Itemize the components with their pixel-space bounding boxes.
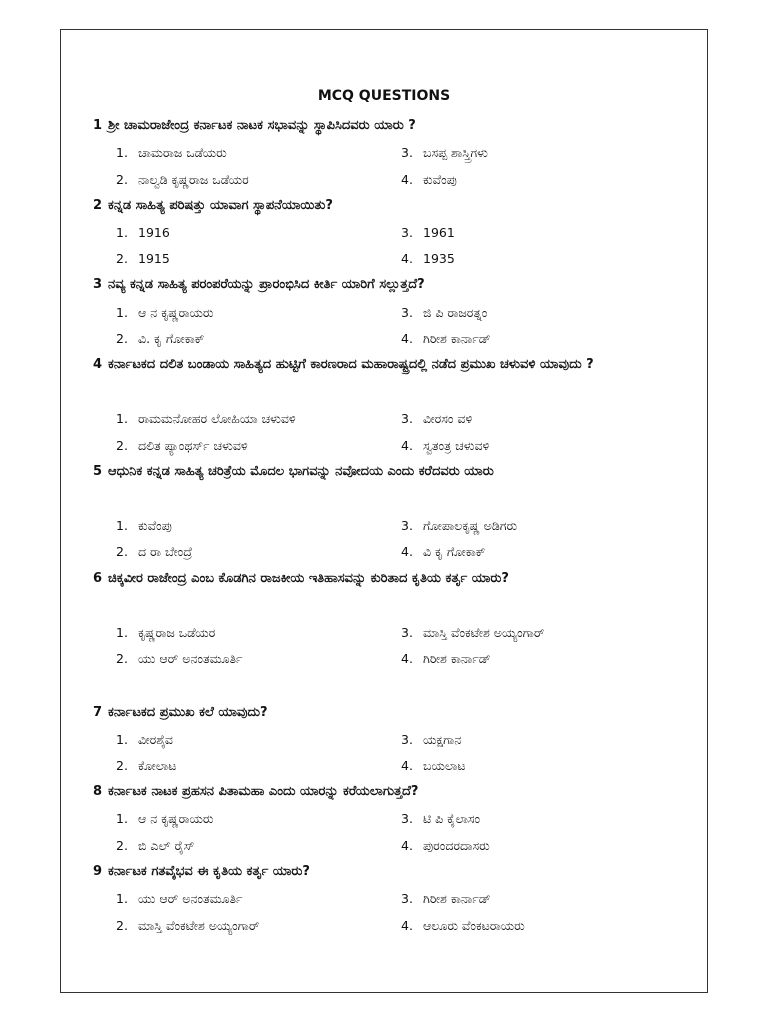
question-6 <box>93 566 651 592</box>
option-1: 1. ವೀರಶೈವ <box>116 732 173 747</box>
option-4: 4. ಗಿರೀಶ ಕಾರ್ನಾಡ್ <box>401 651 491 666</box>
question-7 <box>93 700 651 726</box>
question-text: ಶ್ರೀ ಚಾಮರಾಜೇಂದ್ರ ಕರ್ನಾಟಕ ನಾಟಕ ಸಭಾವನ್ನು ಸ್ಥಾಪಿಸಿದವರು ಯಾರು ? <box>108 118 416 133</box>
option-1: 1. ಚಾಮರಾಜ ಒಡೆಯರು <box>116 145 227 160</box>
question-number: 9 <box>93 864 103 879</box>
question-number: 6 <box>93 571 103 586</box>
question-number: 1 <box>93 118 103 133</box>
option-3: 3. ಗೋಪಾಲಕೃಷ್ಣ ಅಡಿಗರು <box>401 518 518 533</box>
question-3 <box>93 272 651 298</box>
question-number: 4 <box>93 357 103 372</box>
question-text: ಚಿಕ್ಕವೀರ ರಾಜೇಂದ್ರ ಎಂಬ ಕೊಡಗಿನ ರಾಜಕೀಯ ಇತಿಹಾಸವನ್ನು ಕುರಿತಾದ ಕೃತಿಯ ಕರ್ತೃ ಯಾರು? <box>108 571 509 586</box>
option-1: 1. ರಾಮಮನೋಹರ ಲೋಹಿಯಾ ಚಳುವಳಿ <box>116 411 296 426</box>
question-text: ಕರ್ನಾಟಕ ನಾಟಕ ಪ್ರಹಸನ ಪಿತಾಮಹಾ ಎಂದು ಯಾರನ್ನು ಕರೆಯಲಾಗುತ್ತದೆ? <box>108 784 419 799</box>
option-1: 1. 1916 <box>116 225 170 240</box>
question-4 <box>93 352 651 378</box>
option-1: 1. ಆ ನ ಕೃಷ್ಣರಾಯರು <box>116 305 214 320</box>
option-4: 4. ಬಯಲಾಟ <box>401 758 466 773</box>
option-4: 4. ಕುವೆಂಪು <box>401 172 457 187</box>
question-9 <box>93 859 651 885</box>
question-text: ನವ್ಯ ಕನ್ನಡ ಸಾಹಿತ್ಯ ಪರಂಪರೆಯನ್ನು ಪ್ರಾರಂಭಿಸಿದ ಕೀರ್ತಿ ಯಾರಿಗೆ ಸಲ್ಲುತ್ತದೆ? <box>108 277 425 292</box>
option-4: 4. 1935 <box>401 251 455 266</box>
option-3: 3. ಮಾಸ್ತಿ ವೆಂಕಟೇಶ ಅಯ್ಯಂಗಾರ್ <box>401 625 545 640</box>
option-2: 2. ಯು ಆರ್ ಅನಂತಮೂರ್ತಿ <box>116 651 243 666</box>
question-number: 5 <box>93 464 103 479</box>
question-2 <box>93 193 651 219</box>
option-3: 3. 1961 <box>401 225 455 240</box>
question-5 <box>93 459 651 485</box>
option-3: 3. ಗಿರೀಶ ಕಾರ್ನಾಡ್ <box>401 891 491 906</box>
option-2: 2. ದ ರಾ ಬೇಂದ್ರೆ <box>116 544 193 559</box>
option-1: 1. ಯು ಆರ್ ಅನಂತಮೂರ್ತಿ <box>116 891 243 906</box>
question-text: ಕನ್ನಡ ಸಾಹಿತ್ಯ ಪರಿಷತ್ತು ಯಾವಾಗ ಸ್ಥಾಪನೆಯಾಯಿತು? <box>108 198 333 213</box>
question-1 <box>93 113 651 139</box>
option-2: 2. ವಿ. ಕೃ ಗೋಕಾಕ್ <box>116 331 205 346</box>
option-2: 2. 1915 <box>116 251 170 266</box>
option-1: 1. ಕುವೆಂಪು <box>116 518 172 533</box>
option-3: 3. ಜಿ ಪಿ ರಾಜರತ್ನಂ <box>401 305 488 320</box>
option-4: 4. ಗಿರೀಶ ಕಾರ್ನಾಡ್ <box>401 331 491 346</box>
option-2: 2. ಬಿ ಎಲ್ ರೈಸ್ <box>116 838 195 853</box>
option-2: 2. ಮಾಸ್ತಿ ವೆಂಕಟೇಶ ಅಯ್ಯಂಗಾರ್ <box>116 918 260 933</box>
option-3: 3. ಬಸಪ್ಪ ಶಾಸ್ತ್ರಿಗಳು <box>401 145 488 160</box>
option-3: 3. ಟಿ ಪಿ ಕೈಲಾಸಂ <box>401 811 481 826</box>
option-2: 2. ದಲಿತ ಪ್ಯಾಂಥರ್ಸ್ ಚಳುವಳಿ <box>116 438 248 453</box>
question-number: 3 <box>93 277 103 292</box>
option-2: 2. ಕೋಲಾಟ <box>116 758 177 773</box>
question-number: 2 <box>93 198 103 213</box>
option-4: 4. ವಿ ಕೃ ಗೋಕಾಕ್ <box>401 544 486 559</box>
option-1: 1. ಕೃಷ್ಣರಾಜ ಒಡೆಯರ <box>116 625 216 640</box>
question-text: ಕರ್ನಾಟಕದ ಪ್ರಮುಖ ಕಲೆ ಯಾವುದು? <box>108 705 268 720</box>
option-3: 3. ಯಕ್ಷಗಾನ <box>401 732 462 747</box>
question-text: ಆಧುನಿಕ ಕನ್ನಡ ಸಾಹಿತ್ಯ ಚರಿತ್ರೆಯ ಮೊದಲ ಭಾಗವನ್ನು ನವೋದಯ ಎಂದು ಕರೆದವರು ಯಾರು <box>108 464 494 479</box>
question-text: ಕರ್ನಾಟಕ ಗತವೈಭವ ಈ ಕೃತಿಯ ಕರ್ತೃ ಯಾರು? <box>108 864 310 879</box>
question-text: ಕರ್ನಾಟಕದ ದಲಿತ ಬಂಡಾಯ ಸಾಹಿತ್ಯದ ಹುಟ್ಟಿಗೆ ಕಾರಣರಾದ ಮಹಾರಾಷ್ಟ್ರದಲ್ಲಿ ನಡೆದ ಪ್ರಮುಖ ಚಳುವಳಿ ಯಾವುದು ? <box>108 357 594 372</box>
option-1: 1. ಆ ನ ಕೃಷ್ಣರಾಯರು <box>116 811 214 826</box>
question-8 <box>93 779 651 805</box>
option-4: 4. ಪುರಂದರದಾಸರು <box>401 838 490 853</box>
option-3: 3. ವೀರಸಂ ವಳಿ <box>401 411 473 426</box>
question-number: 8 <box>93 784 103 799</box>
option-4: 4. ಆಲೂರು ವೆಂಕಟರಾಯರು <box>401 918 525 933</box>
document-title: MCQ QUESTIONS <box>317 88 451 104</box>
question-number: 7 <box>93 705 103 720</box>
option-4: 4. ಸ್ವತಂತ್ರ ಚಳುವಳಿ <box>401 438 490 453</box>
option-2: 2. ನಾಲ್ವಡಿ ಕೃಷ್ಣರಾಜ ಒಡೆಯರ <box>116 172 249 187</box>
